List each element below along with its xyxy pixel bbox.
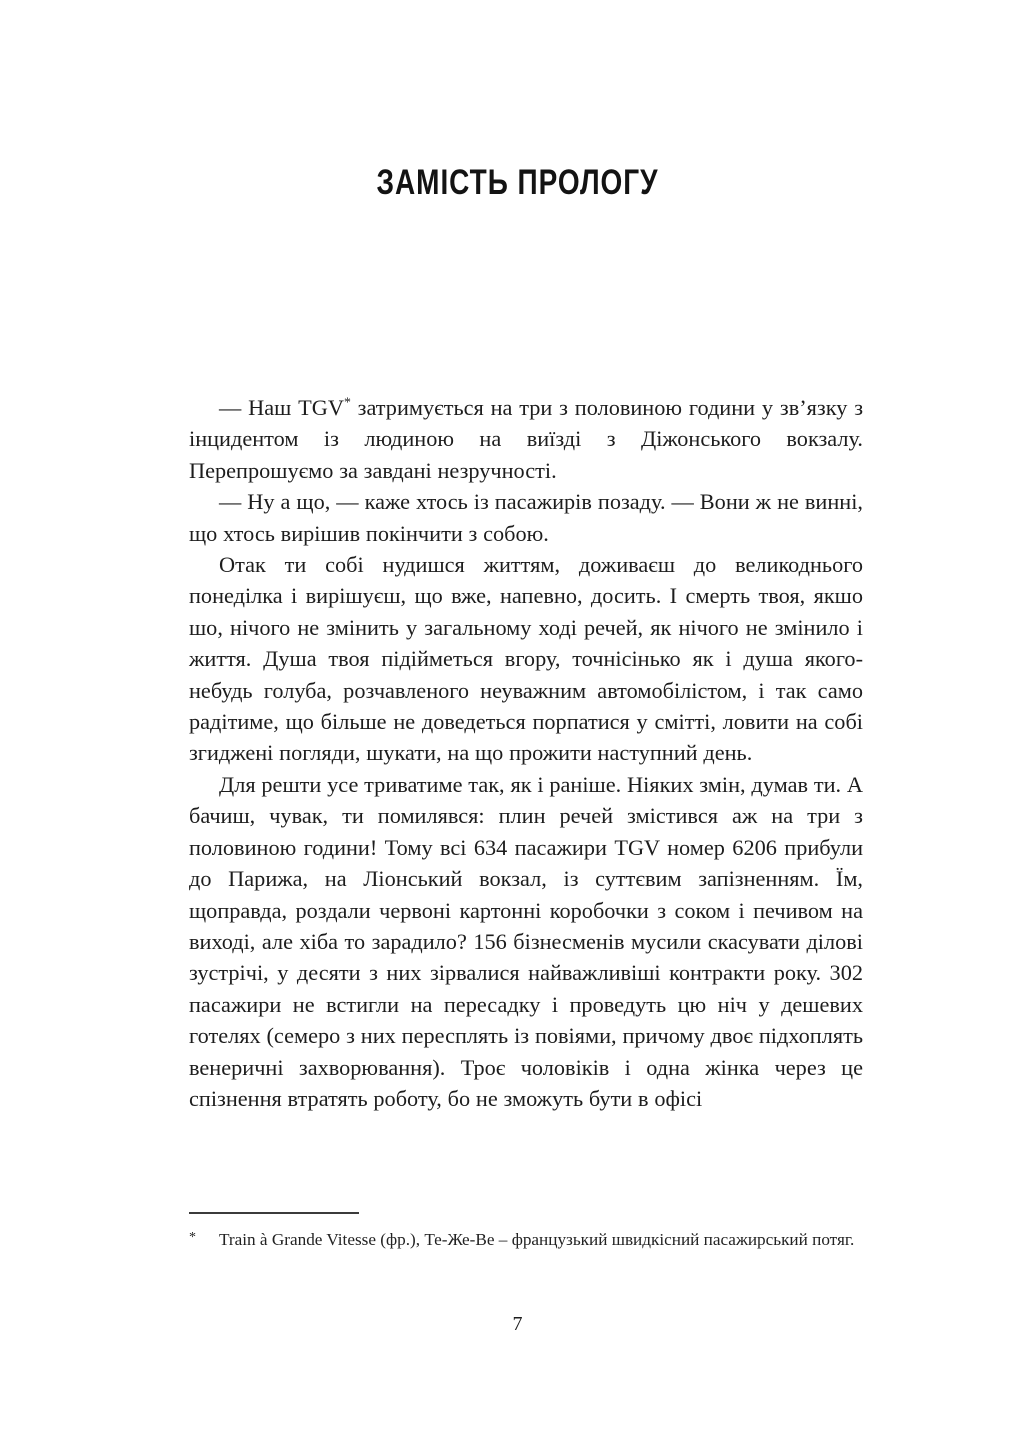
paragraph: — Ну а що, — каже хтось із пасажирів позаду. — Вони ж не винні, що хтось вирішив покінчити з собою. xyxy=(189,489,863,546)
paragraph xyxy=(189,392,863,486)
footnote-text: Train à Grande Vitesse (фр.), Те-Же-Ве – французький швидкісний пасажирський потяг. xyxy=(219,1230,855,1249)
paragraph-text-part: затримується на три з половиною години у зв’язку з інцидентом із людиною на виїзді з Діжонського вокзалу. Перепрошуємо за завдані незручності. xyxy=(189,395,864,483)
footnote-separator-rule xyxy=(189,1212,359,1214)
footnote-marker: * xyxy=(189,1230,196,1245)
paragraph-text-part: — Наш TGV xyxy=(219,395,344,420)
page-title: ЗАМІСТЬ ПРОЛОГУ xyxy=(376,163,659,203)
paragraph: Отак ти собі нудишся життям, доживаєш до великоднього понеділка і вирішуєш, що вже, напевно, досить. І смерть твоя, якшо шо, нічого не змінить у загальному ході речей, як нічого не змінило і життя. Душа твоя підійметься вгору, точнісінько як і душа якого-небудь голуба, розчавленого неуважним автомобілістом, і так само радітиме, що більше не доведеться порпатися у смітті, ловити на собі згиджені погляди, шукати, на що прожити наступний день. xyxy=(189,552,863,766)
paragraph: Для решти усе триватиме так, як і раніше. Ніяких змін, думав ти. А бачиш, чувак, ти помилявся: плин речей змістився аж на три з половиною години! Тому всі 634 пасажири TGV номер 6206 прибули до Парижа, на Ліонський вокзал, із суттєвим запізненням. Їм, щоправда, роздали червоні картонні коробочки з соком і печивом на виході, але хіба то зарадило? 156 бізнесменів мусили скасувати ділові зустрічі, у десяти з них зірвалися найважливіші контракти року. 302 пасажири не встигли на пересадку і проведуть цю ніч у дешевих готелях (семеро з них пересплять із повіями, причому двоє підхоплять венеричні захворювання). Троє чоловіків і одна жінка через це спізнення втратять роботу, бо не зможуть бути в офісі xyxy=(189,771,863,1111)
page-number: 7 xyxy=(512,1313,523,1335)
footnote-reference-marker[interactable]: * xyxy=(343,394,351,410)
footnote xyxy=(189,1227,863,1253)
body-text-column xyxy=(189,392,863,1114)
footnote-block xyxy=(189,1212,863,1253)
